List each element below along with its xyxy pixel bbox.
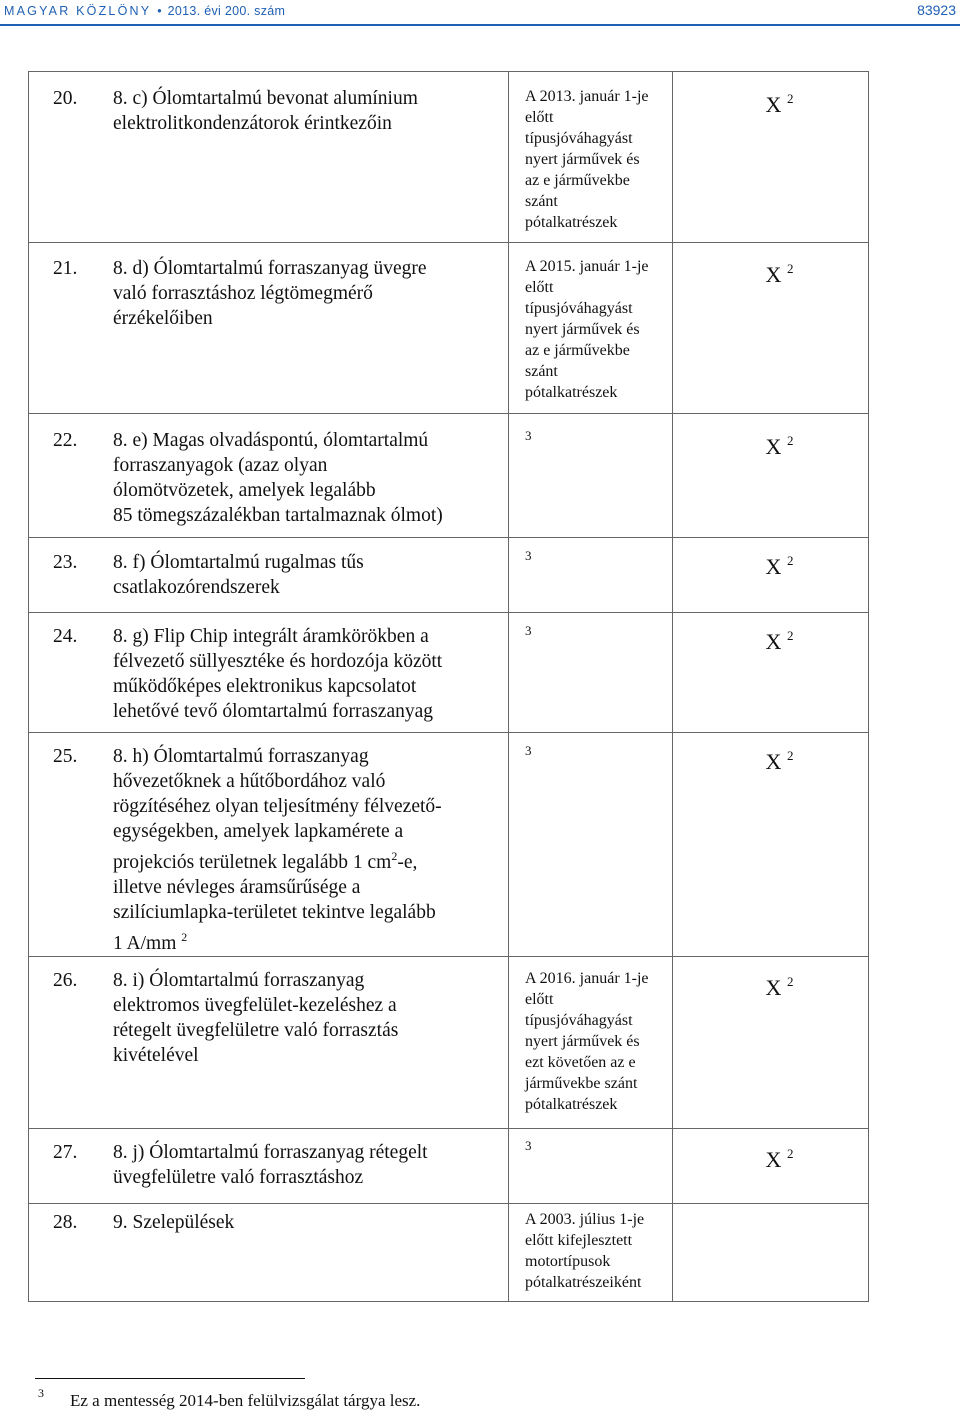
desc-line: rétegelt üvegfelületre való forrasztás [113,1020,399,1041]
mark-sup: 2 [786,628,794,643]
cond-line: nyert járművek és [525,321,640,338]
desc-line: csatlakozórendszerek [113,577,280,598]
mark-x [673,538,868,580]
condition-cell [509,733,673,957]
desc-line: 8. d) Ólomtartalmú forraszanyag üvegre [113,258,427,279]
cond-line: pótalkatrészek [525,214,618,231]
mark-letter: X [765,434,782,459]
desc-text: 1 A/mm [113,933,177,954]
description-cell [29,538,509,613]
desc-text: projekciós területnek legalább 1 cm [113,852,392,873]
description-cell [29,733,509,957]
cond-line: pótalkatrészeiként [525,1274,642,1291]
cond-line: szánt [525,193,558,210]
condition-cell [509,1129,673,1204]
footnote-ref: 3 [525,548,532,563]
footnote-ref: 3 [525,743,532,758]
description-cell [29,414,509,538]
mark-cell [673,957,869,1129]
condition-cell [509,414,673,538]
description-cell [29,613,509,733]
condition-cell [509,613,673,733]
mark-cell [673,1204,869,1302]
mark-sup: 2 [786,433,794,448]
mark-x [673,957,868,1001]
desc-line: 8. i) Ólomtartalmú forraszanyag [113,970,365,991]
row-description [113,72,508,136]
row-description [113,243,508,331]
row-condition [509,72,672,233]
mark-letter: X [765,554,782,579]
row-number: 25. [53,746,78,767]
row-number: 23. [53,552,78,573]
publication-title [4,4,285,18]
issue-label: 2013. évi 200. szám [167,4,286,18]
mark-cell [673,733,869,957]
desc-line: 8. c) Ólomtartalmú bevonat alumínium [113,88,418,109]
superscript: 2 [181,930,188,944]
row-description [113,414,508,528]
cond-line: ezt követően az e [525,1054,636,1071]
table-row [29,538,869,613]
cond-line: az e járművekbe [525,172,630,189]
footnote-ref: 3 [525,623,532,638]
footnote-rule [35,1378,305,1379]
mark-x [673,72,868,118]
cond-line: előtt kifejlesztett [525,1232,633,1249]
mark-x [673,243,868,288]
row-number: 21. [53,258,78,279]
footnote-ref: 3 [525,428,532,443]
table-row [29,613,869,733]
description-cell [29,1129,509,1204]
mark-letter: X [765,1147,782,1172]
cond-line: A 2003. július 1-je [525,1211,645,1228]
condition-cell [509,538,673,613]
cond-line: előtt [525,991,554,1008]
description-cell [29,1204,509,1302]
condition-cell [509,1204,673,1302]
superscript: 2 [391,849,398,863]
desc-line: hővezetőknek a hűtőbordához való [113,771,386,792]
mark-cell [673,414,869,538]
cond-line: nyert járművek és [525,1033,640,1050]
cond-line: A 2015. január 1-je [525,258,649,275]
desc-line: 85 tömegszázalékban tartalmaznak ólmot) [113,505,443,526]
page-header [0,0,960,30]
row-description [113,733,508,956]
condition-cell [509,957,673,1129]
desc-line: rögzítéséhez olyan teljesítmény félvezető- [113,796,442,817]
row-number: 26. [53,970,78,991]
cond-line: motortípusok [525,1253,611,1270]
desc-line: lehetővé tevő ólomtartalmú forraszanyag [113,701,433,722]
cond-line: járművekbe szánt [525,1075,638,1092]
desc-line [113,844,504,875]
mark-x [673,733,868,775]
mark-letter: X [765,749,782,774]
row-description [113,1129,508,1190]
condition-cell [509,243,673,414]
cond-line: pótalkatrészek [525,384,618,401]
mark-sup: 2 [786,553,794,568]
desc-line: üvegfelületre való forrasztáshoz [113,1167,364,1188]
mark-cell [673,538,869,613]
desc-text: -e, [397,852,418,873]
table-row [29,414,869,538]
mark-sup: 2 [786,748,794,763]
row-number: 28. [53,1212,78,1233]
table-row [29,733,869,957]
condition-cell [509,72,673,243]
mark-cell [673,243,869,414]
mark-letter: X [765,975,782,1000]
row-description [113,1204,508,1235]
desc-line: való forrasztáshoz légtömegmérő [113,283,373,304]
mark-letter: X [765,262,782,287]
cond-line: szánt [525,363,558,380]
mark-cell [673,613,869,733]
mark-sup: 2 [786,91,794,106]
row-condition [509,243,672,403]
table-row [29,243,869,414]
desc-line: egységekben, amelyek lapkamérete a [113,821,404,842]
desc-line: 8. g) Flip Chip integrált áramkörökben a [113,626,429,647]
desc-line: 9. Szelepülések [113,1212,235,1233]
exemption-table [28,71,869,1302]
desc-line: 8. j) Ólomtartalmú forraszanyag rétegelt [113,1142,428,1163]
table-row [29,72,869,243]
footnote-mark: 3 [38,1386,44,1400]
desc-line: működőképes elektronikus kapcsolatot [113,676,417,697]
desc-line [113,925,504,956]
mark-x [673,613,868,655]
desc-line: illetve névleges áramsűrűsége a [113,877,361,898]
cond-line: típusjóváhagyást [525,300,633,317]
table-row [29,1204,869,1302]
row-number: 20. [53,88,78,109]
cond-line: előtt [525,109,554,126]
desc-line: elektromos üvegfelület-kezeléshez a [113,995,397,1016]
row-condition [509,1204,672,1293]
page-number: 83923 [917,2,956,18]
row-description [113,538,508,600]
row-number: 24. [53,626,78,647]
cond-line: típusjóváhagyást [525,130,633,147]
desc-line: 8. h) Ólomtartalmú forraszanyag [113,746,369,767]
cond-line: típusjóváhagyást [525,1012,633,1029]
cond-line: pótalkatrészek [525,1096,618,1113]
desc-line: forraszanyagok (azaz olyan [113,455,328,476]
desc-line: kivételével [113,1045,199,1066]
mark-x [673,414,868,460]
separator-dot: • [157,4,162,18]
cond-line: A 2013. január 1-je [525,88,649,105]
mark-letter: X [765,92,782,117]
mark-letter: X [765,629,782,654]
row-number: 27. [53,1142,78,1163]
footnote-text: Ez a mentesség 2014-ben felülvizsgálat tárgya lesz. [70,1391,421,1410]
table-row [29,957,869,1129]
desc-line: félvezető süllyesztéke és hordozója között [113,651,443,672]
cond-line: A 2016. január 1-je [525,970,649,987]
desc-line: érzékelőiben [113,308,213,329]
mark-sup: 2 [786,974,794,989]
header-rule [0,24,960,26]
cond-line: nyert járművek és [525,151,640,168]
mark-sup: 2 [786,1146,794,1161]
cond-line: az e járművekbe [525,342,630,359]
table-row [29,1129,869,1204]
desc-line: szilíciumlapka-területet tekintve legalább [113,902,436,923]
row-description [113,613,508,724]
row-condition [509,957,672,1115]
mark-sup: 2 [786,261,794,276]
desc-line: 8. e) Magas olvadáspontú, ólomtartalmú [113,430,429,451]
cond-line: előtt [525,279,554,296]
row-number: 22. [53,430,78,451]
description-cell [29,957,509,1129]
footnote-ref: 3 [525,1138,532,1153]
description-cell [29,72,509,243]
row-description [113,957,508,1068]
desc-line: 8. f) Ólomtartalmú rugalmas tűs [113,552,364,573]
mark-cell [673,1129,869,1204]
desc-line: elektrolitkondenzátorok érintkezőin [113,113,392,134]
description-cell [29,243,509,414]
publication-name: MAGYAR KÖZLÖNY [4,4,152,18]
desc-line: ólomötvözetek, amelyek legalább [113,480,376,501]
mark-cell [673,72,869,243]
mark-x [673,1129,868,1173]
